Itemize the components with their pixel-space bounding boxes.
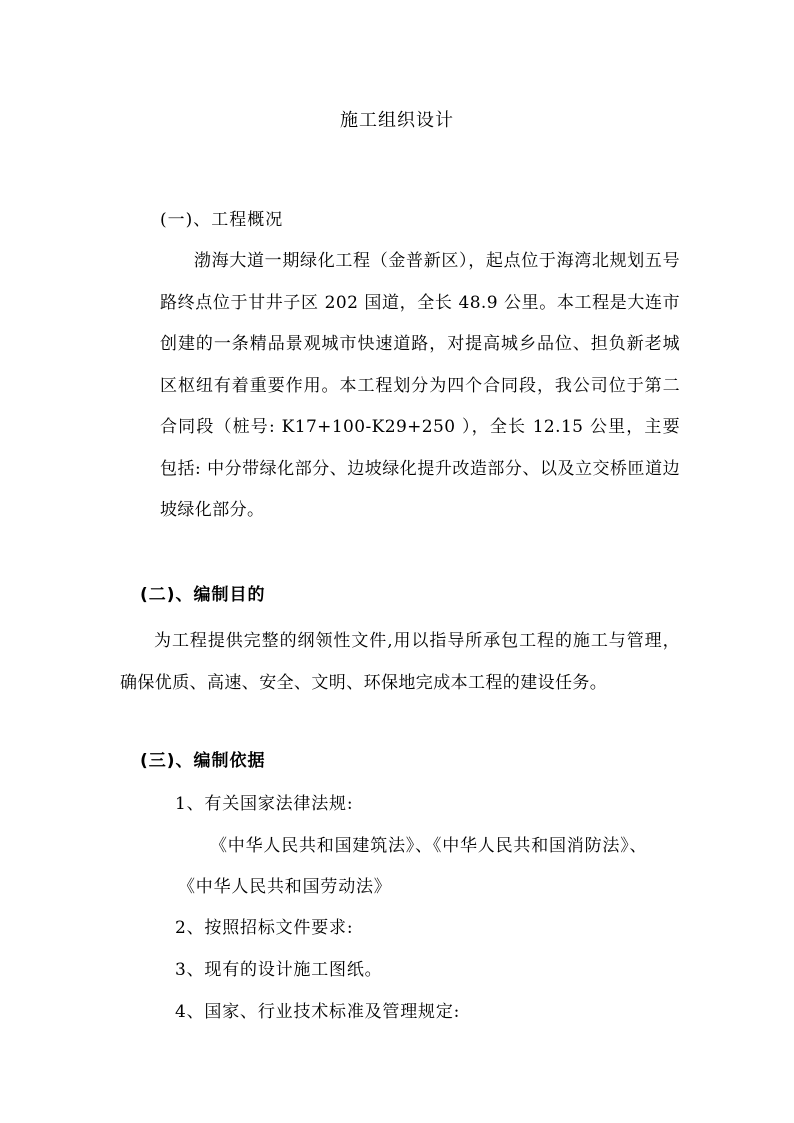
laws-list-line-1: 《中华人民共和国建筑法》、《中华人民共和国消防法》、	[210, 836, 648, 856]
section-heading-basis: (三)、编制依据	[140, 751, 266, 771]
laws-list-line-2: 《中华人民共和国劳动法》	[178, 877, 392, 897]
section-paragraph-purpose: 为工程提供完整的纲领性文件,用以指导所承包工程的施工与管理，确保优质、高速、安全、文明、环保地完成本工程的建设任务。	[120, 631, 680, 693]
basis-item-2: 2、按照招标文件要求:	[175, 918, 354, 938]
basis-item-4: 4、国家、行业技术标准及管理规定:	[175, 1002, 461, 1022]
basis-item-3: 3、现有的设计施工图纸。	[175, 960, 383, 980]
section-heading-overview: (一)、工程概况	[160, 210, 284, 230]
section-heading-purpose: (二)、编制目的	[140, 585, 266, 605]
section-paragraph-overview: 渤海大道一期绿化工程（金普新区），起点位于海湾北规划五号路终点位于甘井子区 202 国道，全长 48.9 公里。本工程是大连市创建的一条精品景观城市快速道路，对提高城乡品位、担负新老城区枢纽有着重要作用。本工程划分为四个合同段，我公司位于第二合同段（桩号: K17+100-K29+250 ），全长 12.15 公里，主要包括: 中分带绿化部分、边坡绿化提升改造部分、以及立交桥匝道边坡绿化部分。	[160, 251, 680, 520]
document-title: 施工组织设计	[340, 110, 454, 131]
basis-item-1: 1、有关国家法律法规:	[175, 794, 354, 814]
